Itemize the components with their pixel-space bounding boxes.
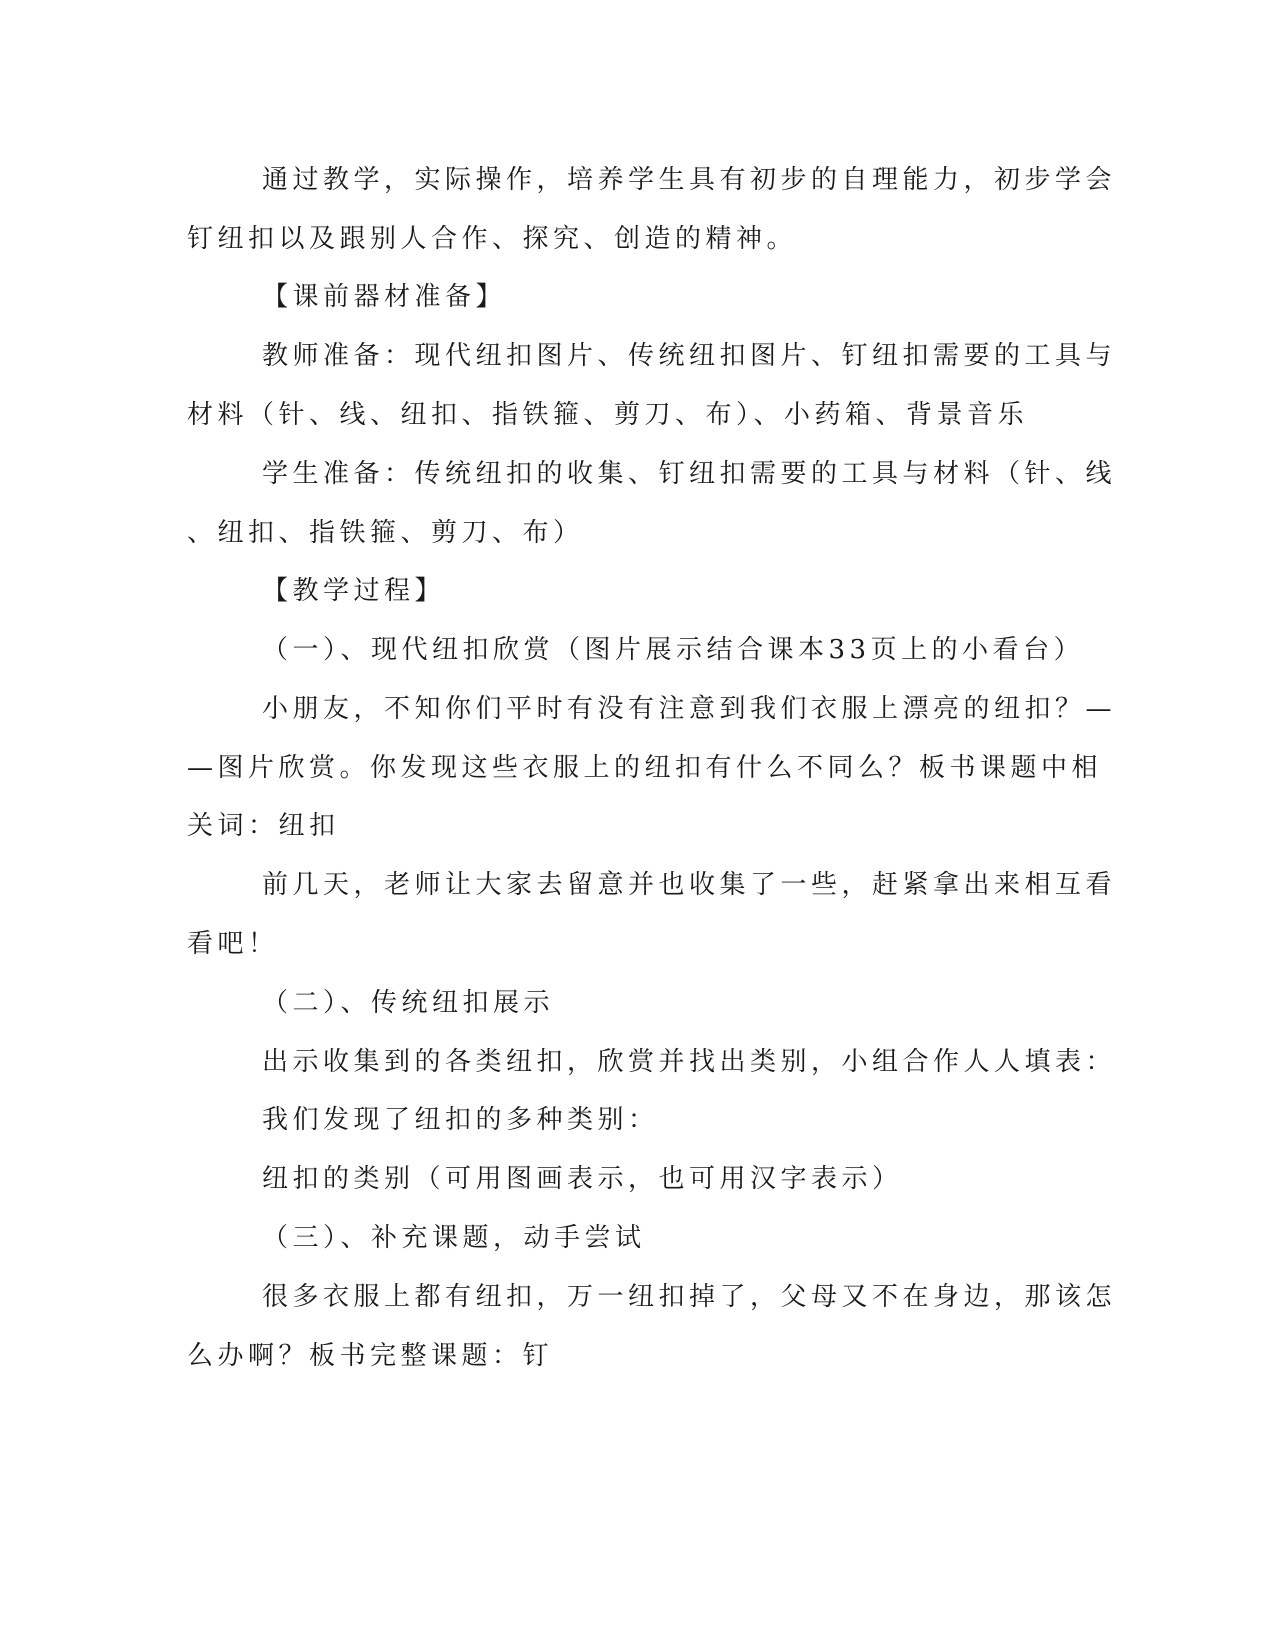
subsection-heading: （三）、补充课题，动手尝试 [262,1223,646,1253]
paragraph-line: 么办啊？板书完整课题：钉 [187,1341,554,1371]
paragraph-line: 前几天，老师让大家去留意并也收集了一些，赶紧拿出来相互看 [262,870,1117,900]
paragraph-line: 、纽扣、指铁箍、剪刀、布） [187,518,584,548]
section-heading: 【教学过程】 [262,576,446,606]
paragraph-line: 通过教学，实际操作，培养学生具有初步的自理能力，初步学会 [262,165,1117,195]
subsection-heading: （一）、现代纽扣欣赏（图片展示结合课本33页上的小看台） [262,635,1085,665]
paragraph-line: 小朋友，不知你们平时有没有注意到我们衣服上漂亮的纽扣？— [262,694,1117,724]
paragraph-line: 钉纽扣以及跟别人合作、探究、创造的精神。 [187,224,798,254]
paragraph-line: 看吧！ [187,929,279,959]
paragraph-line: 材料（针、线、纽扣、指铁箍、剪刀、布）、小药箱、背景音乐 [187,400,1029,430]
section-heading: 【课前器材准备】 [262,282,507,312]
paragraph-line: 关词：纽扣 [187,811,340,841]
paragraph-line: 很多衣服上都有纽扣，万一纽扣掉了，父母又不在身边，那该怎 [262,1282,1117,1312]
paragraph-line: 出示收集到的各类纽扣，欣赏并找出类别，小组合作人人填表： [262,1047,1117,1077]
paragraph-line: —图片欣赏。你发现这些衣服上的纽扣有什么不同么？板书课题中相 [187,753,1103,783]
paragraph-line: 教师准备：现代纽扣图片、传统纽扣图片、钉纽扣需要的工具与 [262,341,1117,371]
subsection-heading: （二）、传统纽扣展示 [262,988,555,1018]
paragraph-line: 我们发现了纽扣的多种类别： [262,1105,659,1135]
paragraph-line: 纽扣的类别（可用图画表示，也可用汉字表示） [262,1164,903,1194]
paragraph-line: 学生准备：传统纽扣的收集、钉纽扣需要的工具与材料（针、线 [262,459,1117,489]
